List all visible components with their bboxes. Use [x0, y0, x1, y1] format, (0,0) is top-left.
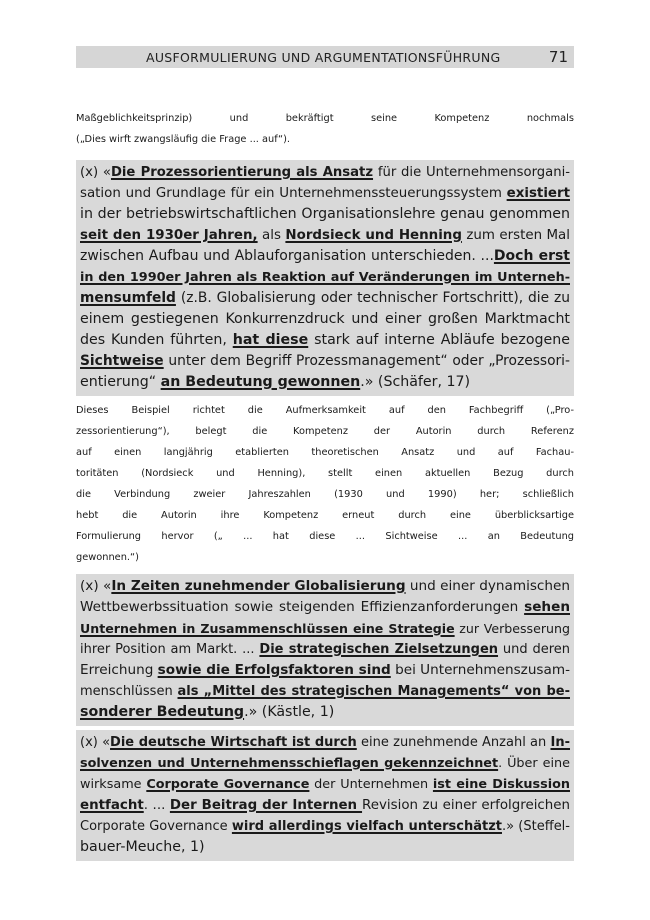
example-quote-schaefer	[76, 160, 574, 396]
key-phrase: Nordsieck und Henning	[285, 228, 462, 243]
key-phrase: seit den 1930er Jahren,	[80, 228, 258, 243]
key-phrase: sowie die Erfolgsfaktoren sind	[157, 662, 391, 678]
text-line: ihrer Position am Markt. ... Die strategischen Zielsetzungen und deren	[80, 642, 570, 657]
text-line: wirksame Corporate Governance der Unternehmen ist eine Diskussion	[80, 777, 570, 792]
key-phrase: Die Prozessorientierung als Ansatz	[110, 165, 374, 180]
text-line: sonderer Bedeutung.» (Kästle, 1)	[80, 704, 335, 720]
text-line: in der betriebswirtschaftlichen Organisationslehre genau genommen	[80, 206, 570, 222]
key-phrase: Der Beitrag der Internen	[169, 798, 363, 813]
key-phrase: sonderer Bedeutung	[80, 704, 245, 720]
key-phrase: In Zeiten zunehmender Globalisierung	[111, 578, 406, 594]
key-phrase: Unternehmen in Zusammenschlüssen eine Strategie	[80, 621, 455, 636]
key-phrase: Corporate Governance	[146, 777, 310, 792]
running-header	[76, 46, 574, 68]
text-line: menschlüssen als „Mittel des strategischen Managements“ von be-	[80, 684, 570, 699]
example-quote-kaestle	[76, 574, 574, 726]
text-line: Unternehmen in Zusammenschlüssen eine Strategie zur Verbesserung	[80, 621, 570, 636]
text-line: Formulierung hervor („ ... hat diese ... Sichtweise ... an Bedeutung	[76, 531, 574, 542]
text-line: sation und Grundlage für ein Unternehmenssteuerungssystem existiert	[80, 186, 570, 201]
text-line: (x) «In Zeiten zunehmender Globalisierung und einer dynamischen	[80, 578, 571, 594]
text-line: zessorientierung“), belegt die Kompetenz der Autorin durch Referenz	[76, 426, 574, 437]
key-phrase: sehen	[524, 599, 570, 615]
text-line: toritäten (Nordsieck und Henning), stellt einen aktuellen Bezug durch	[76, 468, 574, 479]
text-line	[80, 267, 570, 288]
key-phrase: in den 1990er Jahren als Reaktion auf Veränderungen im Unterneh-	[80, 270, 570, 285]
key-phrase: Doch erst	[493, 248, 571, 264]
text-line: zwischen Aufbau und Ablauforganisation unterschieden. ...Doch erst	[80, 248, 571, 264]
text-line: Dieses Beispiel richtet die Aufmerksamkeit auf den Fachbegriff („Pro-	[76, 405, 574, 416]
text-line: („Dies wirft zwangsläufig die Frage ... auf“).	[76, 134, 291, 145]
text-line: Maßgeblichkeitsprinzip) und bekräftigt seine Kompetenz nochmals	[76, 113, 574, 124]
text-line: auf einen langjährig etablierten theoretischen Ansatz und auf Fachau-	[76, 447, 574, 458]
text-line: gewonnen.“)	[76, 552, 139, 563]
text-line: solvenzen und Unternehmensschieflagen gekennzeichnet. Über eine	[80, 756, 570, 771]
text-line: Corporate Governance wird allerdings vielfach unterschätzt.» (Steffel-	[80, 819, 570, 834]
paragraph-intro	[76, 108, 574, 150]
text-line: (x) «Die Prozessorientierung als Ansatz für die Unternehmensorgani-	[80, 165, 570, 180]
key-phrase: als „Mittel des strategischen Managements“ von be-	[177, 684, 570, 699]
key-phrase: Die strategischen Zielsetzungen	[259, 642, 499, 657]
text-line: einem gestiegenen Konkurrenzdruck und einer großen Marktmacht	[80, 311, 570, 327]
key-phrase: wird allerdings vielfach unterschätzt	[231, 819, 502, 834]
text-line: hebt die Autorin ihre Kompetenz erneut durch eine überblicksartige	[76, 510, 574, 521]
key-phrase: entfacht	[80, 798, 144, 813]
key-phrase: mensumfeld	[80, 290, 176, 306]
text-line: bauer-Meuche, 1)	[80, 839, 205, 855]
key-phrase: existiert	[506, 186, 570, 201]
text-line: entierung“ an Bedeutung gewonnen.» (Schäfer, 17)	[80, 374, 471, 390]
text-line: die Verbindung zweier Jahreszahlen (1930 und 1990) her; schließlich	[76, 489, 574, 500]
key-phrase: ist eine Diskussion	[432, 777, 570, 792]
example-quote-steffelbauer	[76, 730, 574, 861]
text-line: seit den 1930er Jahren, als Nordsieck und Henning zum ersten Mal	[80, 228, 570, 243]
paragraph-commentary	[76, 400, 574, 568]
running-header-title: AUSFORMULIERUNG UND ARGUMENTATIONSFÜHRUNG	[146, 49, 501, 65]
key-phrase: Die deutsche Wirtschaft ist durch	[110, 735, 357, 750]
text-line: mensumfeld (z.B. Globalisierung oder technischer Fortschritt), die zu	[80, 290, 570, 306]
page-number: 71	[548, 48, 568, 66]
key-phrase: In-	[550, 735, 570, 750]
text-line: Sichtweise unter dem Begriff Prozessmanagement“ oder „Prozessori-	[80, 353, 570, 369]
text-line: Erreichung sowie die Erfolgsfaktoren sind bei Unternehmenszusam-	[80, 662, 570, 678]
key-phrase: hat diese	[232, 332, 309, 348]
text-line: entfacht. ... Der Beitrag der Internen Revision zu einer erfolgreichen	[80, 798, 570, 813]
key-phrase: Sichtweise	[80, 353, 164, 369]
text-line: Wettbewerbssituation sowie steigenden Effizienzanforderungen sehen	[80, 599, 570, 615]
key-phrase: an Bedeutung gewonnen	[160, 374, 361, 390]
text-line: des Kunden führten, hat diese stark auf interne Abläufe bezogene	[80, 332, 570, 348]
text-line: (x) «Die deutsche Wirtschaft ist durch eine zunehmende Anzahl an In-	[80, 735, 570, 750]
key-phrase: solvenzen und Unternehmensschieflagen gekennzeichnet	[80, 756, 499, 771]
